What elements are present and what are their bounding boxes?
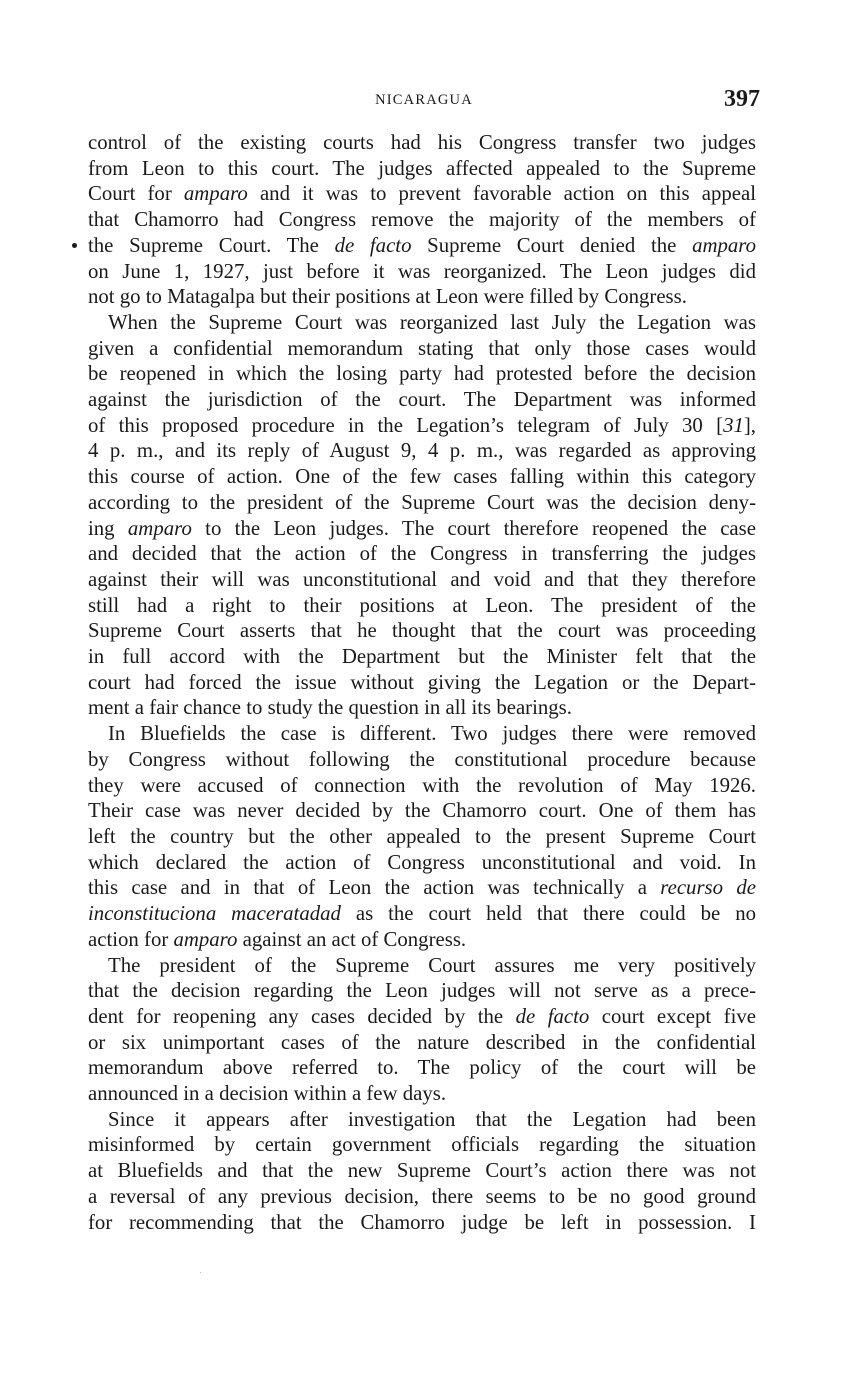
text-run: which declared the action of Congress unconstitutional and void. In [88,850,756,874]
text-line [88,567,756,593]
text-run: 4 p. m., and its reply of August 9, 4 p. m., was regarded as approving [88,439,756,463]
text-run: court except five [589,1004,756,1028]
text-line [88,1030,756,1056]
text-run: be reopened in which the losing party had protested before the decision [88,362,756,386]
text-run: Their case was never decided by the Chamorro court. One of them has [88,799,756,823]
text-run: Since it appears after investigation that the Legation had been [108,1107,756,1131]
text-line [88,850,756,876]
text-line [88,644,756,670]
text-line [88,130,756,156]
text-line [88,901,756,927]
text-run: ment a fair chance to study the question in all its bearings. [88,696,572,720]
italic-text: recurso de [660,876,756,900]
italic-text: de facto [515,1004,590,1028]
text-run: this case and in that of Leon the action was technically a [88,876,661,900]
italic-text: 31 [723,413,744,437]
text-line [88,156,756,182]
italic-text: amparo [173,927,238,951]
text-line [88,1107,756,1133]
text-line [88,310,756,336]
italic-text: amparo [183,182,248,206]
text-run: still had a right to their positions at Leon. The president of the [88,593,756,617]
text-run: by Congress without following the constitutional procedure because [88,747,756,771]
text-run: left the country but the other appealed to the present Supreme Court [88,824,756,848]
text-run: from Leon to this court. The judges affected appealed to the Supreme [88,156,756,180]
text-line [88,978,756,1004]
text-line [88,1184,756,1210]
text-line [88,413,756,439]
text-line [88,207,756,233]
text-line [88,233,756,259]
paragraph-2 [88,310,756,721]
text-run: announced in a decision within a few days. [88,1082,447,1106]
text-line [88,1081,756,1107]
text-run: according to the president of the Supreme Court was the decision deny- [88,490,756,514]
text-line [88,181,756,207]
text-line [88,927,756,953]
running-title: NICARAGUA [375,92,473,108]
text-line [88,773,756,799]
italic-text: amparo [692,233,756,257]
text-run: that Chamorro had Congress remove the majority of the members of [88,208,756,232]
text-run: on June 1, 1927, just before it was reorganized. The Leon judges did [88,259,756,283]
text-run: as the court held that there could be no [340,902,756,926]
text-run: not go to Matagalpa but their positions at Leon were filled by Congress. [88,285,687,309]
text-line [88,516,756,542]
paragraph-5 [88,1107,756,1236]
margin-mark [72,243,77,248]
text-run: of this proposed procedure in the Legation’s telegram of July 30 [ [88,413,724,437]
text-run: or six unimportant cases of the nature described in the confidential [88,1030,756,1054]
text-run: Court for [88,182,184,206]
text-run: The president of the Supreme Court assures me very positively [108,953,756,977]
running-head [88,86,760,116]
text-line [88,618,756,644]
body-text [88,130,756,1235]
text-run: court had forced the issue without giving the Legation or the Depart- [88,670,756,694]
text-line [88,824,756,850]
text-line [88,336,756,362]
paragraph-4 [88,953,756,1107]
text-line [88,387,756,413]
text-line [88,1004,756,1030]
text-run: this course of action. One of the few cases falling within this category [88,465,756,489]
text-line [88,953,756,979]
text-line [88,541,756,567]
text-run: the Supreme Court. The [88,233,335,257]
text-line [88,695,756,721]
text-run: dent for reopening any cases decided by the [88,1004,516,1028]
italic-text: inconstituciona maceratadad [88,902,341,926]
text-line [88,721,756,747]
text-line [88,438,756,464]
text-line [88,747,756,773]
text-run: action for [88,927,174,951]
text-run: against their will was unconstitutional and void and that they therefore [88,567,756,591]
text-run: to the Leon judges. The court therefore reopened the case [191,516,756,540]
italic-text: amparo [127,516,192,540]
text-line [88,670,756,696]
text-run: Supreme Court asserts that he thought that the court was proceeding [88,619,756,643]
text-run: control of the existing courts had his Congress transfer two judges [88,131,756,154]
text-run: that the decision regarding the Leon judges will not serve as a prece- [88,979,756,1003]
text-line [88,284,756,310]
text-run: they were accused of connection with the revolution of May 1926. [88,773,756,797]
text-line [88,1055,756,1081]
text-line [88,593,756,619]
text-line [88,798,756,824]
italic-text: de facto [334,233,412,257]
text-run: at Bluefields and that the new Supreme Court’s action there was not [88,1159,756,1183]
text-run: and decided that the action of the Congress in transferring the judges [88,542,756,566]
text-run: Supreme Court denied the [411,233,693,257]
text-line [88,1132,756,1158]
text-run: and it was to prevent favorable action on this appeal [247,182,756,206]
text-run: ], [743,413,756,437]
text-line [88,464,756,490]
text-run: ing [88,516,128,540]
text-run: a reversal of any previous decision, there seems to be no good ground [88,1184,756,1208]
text-line [88,875,756,901]
text-run: given a confidential memorandum stating that only those cases would [88,336,756,360]
text-line [88,490,756,516]
scan-speck [200,1272,201,1273]
paragraph-1 [88,130,756,310]
text-line [88,361,756,387]
text-run: In Bluefields the case is different. Two judges there were removed [108,722,756,746]
text-run: When the Supreme Court was reorganized last July the Legation was [108,310,756,334]
text-run: against an act of Congress. [237,927,467,951]
text-run: memorandum above referred to. The policy of the court will be [88,1056,756,1080]
paragraph-3 [88,721,756,952]
text-run: against the jurisdiction of the court. The Department was informed [88,388,756,412]
text-run: in full accord with the Department but the Minister felt that the [88,645,756,669]
text-run: for recommending that the Chamorro judge be left in possession. I [88,1210,756,1234]
text-line [88,1210,756,1236]
text-line [88,1158,756,1184]
page-number: 397 [724,86,760,112]
text-line [88,259,756,285]
text-run: misinformed by certain government officials regarding the situation [88,1133,756,1157]
